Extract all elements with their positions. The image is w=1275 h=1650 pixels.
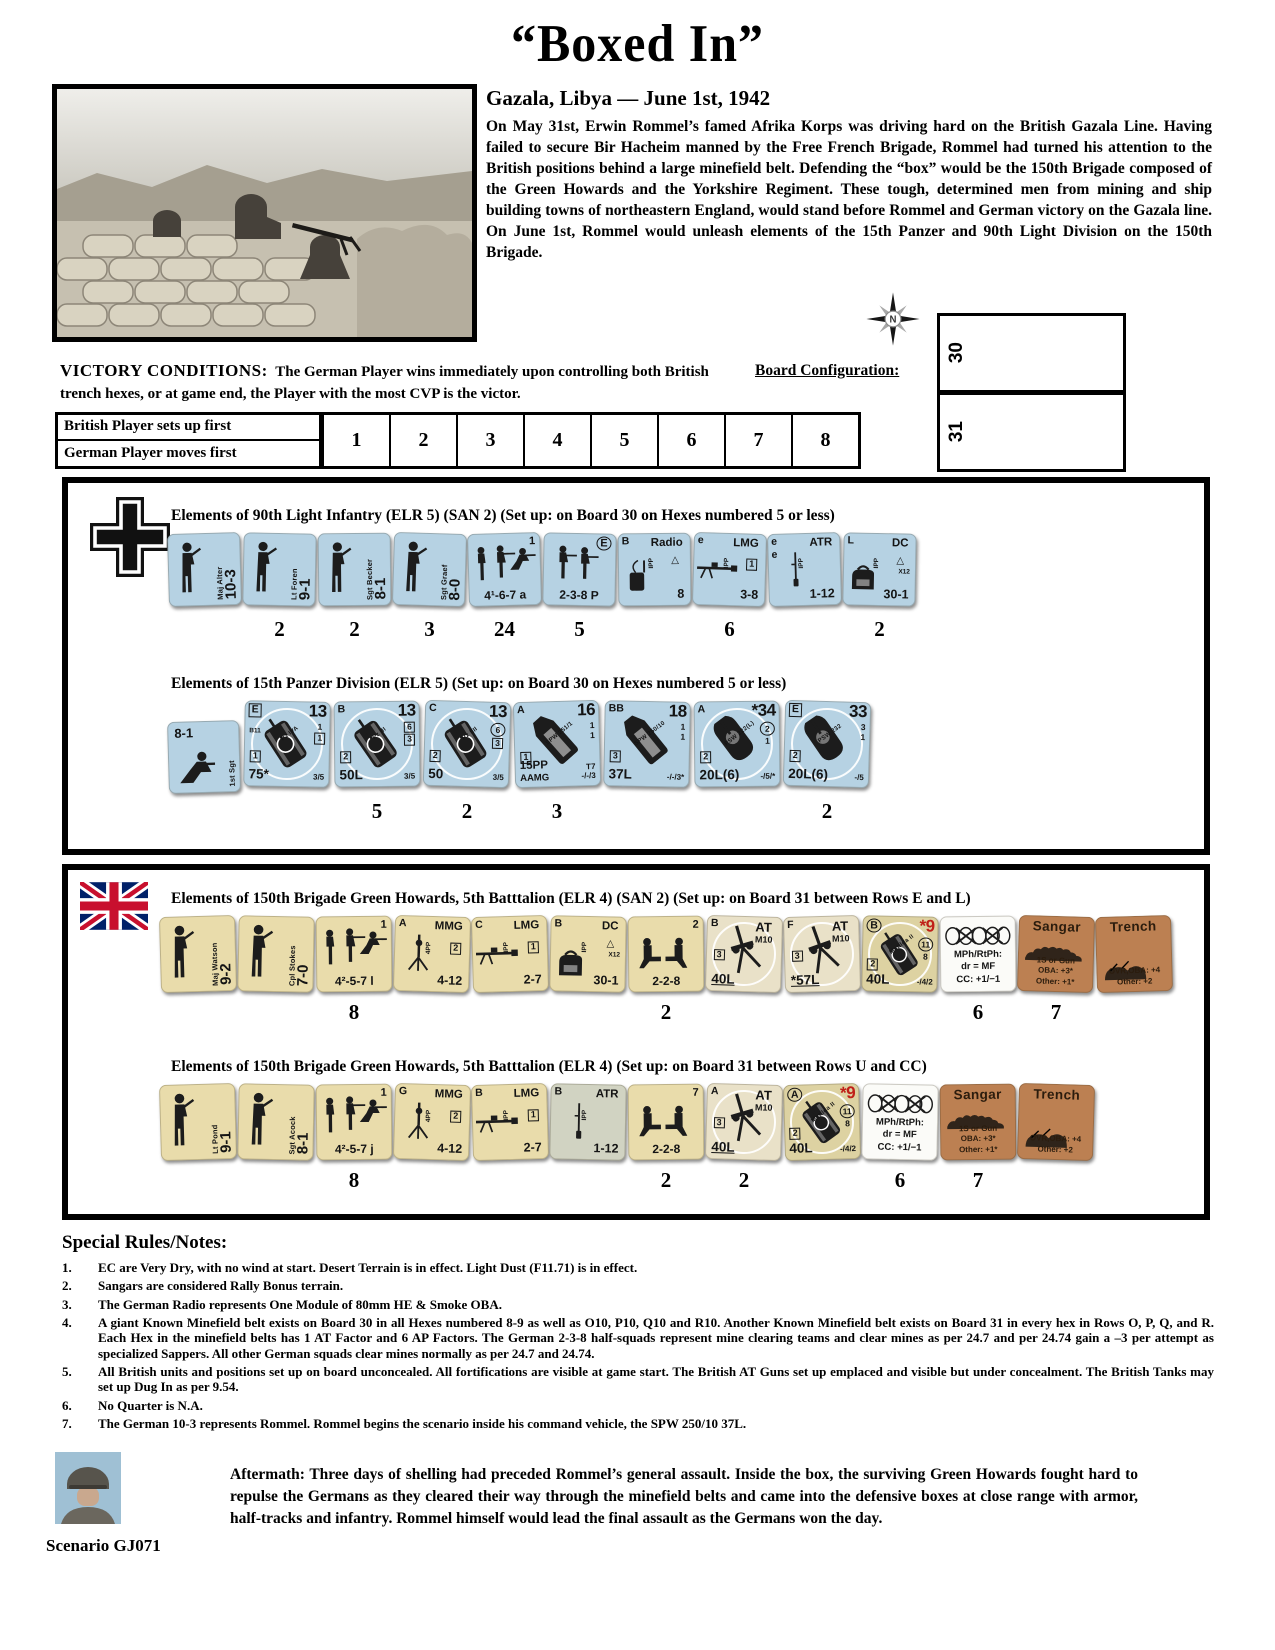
board-31: 31 [946,421,967,443]
counter-spw-250-10: SPW 250/10 BB 18 1 1 3 37L -/-/3* [603,700,691,788]
man-icon [244,1092,276,1150]
turn-4: 4 [523,415,590,466]
counter-at-40l-b: B AT M10 3 40L [705,915,783,993]
counter-atr-ger: e e ATR IPP 1-12 [767,532,842,607]
counter-spw-251-1: SPW 251/1 A 16 1 1 1 15PP AAMG T7 -/-/3 [513,700,601,788]
intro-section [486,86,1212,264]
special-rule-2: 2. Sangars are considered Rally Bonus terrain. [62,1278,344,1294]
crew2-icon [638,1103,689,1138]
turn-2: 2 [389,415,456,466]
counter-halfsquad-238: E 2-3-8 P [542,532,616,606]
lmg-icon [696,556,738,584]
man-icon [244,924,276,982]
counter-lt-pond: Lt Pond 9-1 [159,1083,237,1161]
counter-count [1096,1000,1172,1025]
counter-pz-iii-50: Pz IIII C 13 6 3 2 50 3/5 [423,700,512,789]
counter-sgt-graef: Sgt Graef 8-0 [392,532,467,607]
counter-count [160,1168,236,1193]
atr-icon [790,544,803,598]
counter-trench-2: Trench OVR,OBA: +4 Other: +2 [1017,1083,1095,1161]
british-group1-counts [160,1000,1172,1025]
turn-track-row1-label: British Player sets up first [58,415,322,441]
counter-count [160,1000,236,1025]
crew2-icon [638,935,689,970]
man-icon [249,541,280,597]
counter-psw-232: PSW 232 E 33 3 1 2 20L(6) -/5 [783,700,872,789]
counter-count: 7 [1050,1000,1062,1024]
counter-at-57l-f: F AT M10 3 *57L [783,915,861,993]
compass-icon [864,290,922,348]
counter-count [472,1168,548,1193]
british-group1-header: Elements of 150th Brigade Green Howards, 5th Batttalion (ELR 4) (SAN 2) (Set up: on Board 31 between Rows E and L) [171,890,971,907]
intro-body: On May 31st, Erwin Rommel’s famed Afrika Korps was driving hard on the British Gazala Line. Having failed to secure Bir Hacheim manned by the Free French Brigade, Rommel had turned his attention to the British positions behind a large minefield belt. Defending the “box” would be the 150th Brigade composed of the Green Howards and the Yorkshire Regiment. These tough, determined men from mining and ship building towns of northeastern England, would stand before Rommel and German victory on the Gazala line. On June 1st, Rommel would unleash elements of the 15th Panzer and 90th Light Division on the 150th Brigade. [486,118,1212,262]
counter-sgt-becker: Sgt Becker 8-1 [318,533,392,607]
counter-count [550,1168,626,1193]
kneel-icon [173,750,216,785]
counter-count: 2 [660,1168,672,1192]
turn-7: 7 [724,415,791,466]
german-group1-counts [168,617,916,642]
counter-count: 24 [494,617,515,641]
squad3-icon [472,542,537,583]
union-jack-icon [80,882,148,930]
desert-photo-art [57,89,472,337]
british-group2-counts [160,1168,1094,1193]
squad3-icon [320,1094,387,1135]
counter-wire: MPh/RtPh: dr = MF CC: +1/−1 [940,916,1017,993]
counter-count [784,1000,860,1025]
german-group2-counters [168,701,870,793]
victory-label: VICTORY CONDITIONS: [60,361,268,380]
lmg-icon [476,1108,520,1137]
counter-mmg-g: G MMG 4PP 2 4-12 [393,1083,471,1161]
counter-count [394,1168,470,1193]
squad3-icon [320,926,387,967]
special-rules-list [62,1260,1214,1431]
svg-text:N: N [889,314,897,326]
counter-count: 5 [371,799,383,823]
counter-at-40l-a: A AT M10 3 40L [705,1083,783,1161]
german-group1-header: Elements of 90th Light Infantry (ELR 5) (SAN 2) (Set up: on Board 30 on Hexes numbered 5 or less) [171,507,835,524]
board-30: 30 [940,316,1123,395]
squad2-icon [549,543,601,581]
counter-count: 3 [424,617,435,641]
counter-pz-iii-50l: Pz III B 13 6 3 2 50L 3/5 [334,701,421,788]
counter-sangar: Sangar 1S or Gun OBA: +3* Other: +1* [1017,915,1095,993]
counter-count: 2 [738,1168,750,1192]
victory-conditions [60,359,728,406]
counter-atr-b: B ATR IPP 1-12 [549,1083,626,1160]
counter-radio: B Radio IPP △ 8 [618,533,692,607]
counter-matilda-b: Matilda II B *9 11 8 2 40L -/4/2 [861,915,938,992]
special-rule-6: 6. No Quarter is N.A. [62,1397,203,1413]
british-ob-box [62,864,1210,1220]
turn-track [55,412,861,469]
counter-count: 6 [724,617,735,641]
wire-icon [867,1091,934,1116]
counter-count [238,1168,314,1193]
counter-squad-467: 1 4¹-6-7 a [467,532,542,607]
counter-count: 6 [972,1000,984,1024]
counter-count [244,799,330,824]
man-icon [399,540,430,596]
counter-mmg-a: A MMG 4PP 2 4-12 [393,915,471,993]
german-group2-counts [168,799,870,824]
counter-maj-watson: Maj Watson 9-2 [159,915,237,993]
german-ob-box [62,477,1210,855]
counter-psw-222: PSW 222(L) A *34 2 1 2 20L(6) -/5/* [694,701,781,788]
turn-track-row2-label: German Player moves first [58,441,322,467]
atr-icon [573,1095,586,1151]
counter-wire-2: MPh/RtPh: dr = MF CC: +1/−1 [861,1083,938,1160]
man-icon [324,541,354,597]
counter-count [694,799,780,824]
special-rule-7: 7. The German 10-3 represents Rommel. Rommel begins the scenario inside his command vehicle, the SPW 250/10 37L. [62,1415,747,1431]
counter-pz-iva: Pz IVA E 13 1 1 B11 1 75* 3/5 [243,700,331,788]
counter-dc-ger: L DC IPP △ X12 30-1 [842,532,916,606]
turn-3: 3 [456,415,523,466]
counter-matilda-a: Matilda II A *9 11 8 2 40L -/4/2 [783,1083,861,1161]
german-cross-icon [90,497,170,577]
german-group1-counters [168,533,916,606]
man-icon [166,924,199,983]
special-rule-3: 3. The German Radio represents One Module of 80mm HE & Smoke OBA. [62,1296,502,1312]
man-icon [166,1092,199,1151]
counter-count: 5 [574,617,585,641]
special-rule-4: 4. A giant Known Minefield belt exists on Board 30 in all Hexes numbered 8-9 as well as O10, P10, Q10 and R10. Another Known Minefield belt exists on Board 31 in every hex in Rows O, P, Q, and R. Each Hex in the minefield belts has 1 AT Factor and 6 AP Factors. The German 2-3-8 half-squads represent mine clearing teams and clear mines as per 24.7 and per 24.74 gain a –3 per attempt as specialized Sappers. All other German squads clear mines normally as per 24.7 and 24.74. [62,1314,1214,1361]
counter-count: 2 [821,799,833,823]
counter-count [238,1000,314,1025]
counter-count [768,617,841,642]
counter-count [472,1000,548,1025]
counter-cpl-stokes: Cpl Stokes 7-0 [237,915,314,992]
counter-squad-457-j: 1 4²-5-7 j [316,1084,393,1161]
counter-crew-228: 2 2-2-8 [628,916,705,993]
page-title: “Boxed In” [510,13,765,73]
counter-count: 2 [461,799,473,823]
counter-count: 2 [874,617,885,641]
intro-heading: Gazala, Libya — June 1st, 1942 [486,86,771,110]
special-rule-5: 5. All British units and positions set up on board unconcealed. All fortifications are visible at game start. The British AT Guns set up emplaced and visible but under concealment. The British Tanks may set up Dug In as per 9.54. [62,1363,1214,1395]
board-configuration [937,313,1126,472]
counter-count [394,1000,470,1025]
counter-lt-foren: Lt Foren 9-1 [242,532,316,606]
counter-count [604,799,690,824]
radio-icon [626,554,651,598]
counter-count [168,799,240,824]
scenario-photo [52,84,477,342]
lmg-icon [476,940,520,969]
victory-text: The German Player wins immediately upon controlling both British trench hexes, or at game end, the Player with the most CVP is the victor. [60,364,709,402]
turn-1: 1 [322,415,389,466]
counter-count [618,617,691,642]
counter-count [168,617,241,642]
counter-count: 8 [348,1000,360,1024]
counter-lmg-c: C LMG IPP 1 2-7 [471,915,549,993]
counter-1st-sgt: 8-1 1st Sgt [167,720,241,794]
aftermath-label: Aftermath: [230,1465,305,1483]
counter-count [1018,1168,1094,1193]
man-icon [174,541,205,597]
counter-count: 7 [972,1168,984,1192]
british-group2-header: Elements of 150th Brigade Green Howards, 5th Batttalion (ELR 4) (Set up: on Board 31 between Rows U and CC) [171,1058,927,1075]
counter-count [706,1000,782,1025]
counter-dc-b: B DC IPP △ X12 30-1 [549,915,626,992]
counter-sgt-acock: Sgt Acock 8-1 [237,1083,314,1160]
german-group2-header: Elements of 15th Panzer Division (ELR 5) (Set up: on Board 30 on Hexes numbered 5 or less) [171,675,787,692]
counter-lmg-ger: e LMG IPP 1 3-8 [692,532,767,607]
board-configuration-label: Board Configuration: [755,362,900,379]
aftermath [230,1464,1138,1530]
counter-count: 8 [348,1168,360,1192]
turn-6: 6 [657,415,724,466]
rommel-portrait [55,1452,121,1524]
wire-icon [944,923,1011,947]
turn-8: 8 [791,415,858,466]
counter-count: 2 [349,617,360,641]
counter-count: 2 [660,1000,672,1024]
counter-count: 3 [551,799,563,823]
counter-count [784,1168,860,1193]
counter-count: 2 [274,617,285,641]
counter-trench: Trench OVR,OBA: +4 Other: +2 [1095,915,1173,993]
counter-maj-alter: Maj Alter 10-3 [167,532,242,607]
special-rules-title: Special Rules/Notes: [62,1232,228,1253]
counter-count [550,1000,626,1025]
counter-crew-228-2: 7 2-2-8 [628,1084,705,1161]
turn-5: 5 [590,415,657,466]
special-rules-section [62,1232,1214,1434]
counter-sangar-2: Sangar 1S or Gun OBA: +3* Other: +1* [940,1084,1017,1161]
special-rule-1: 1. EC are Very Dry, with no wind at start. Desert Terrain is in effect. Light Dust (F11.71) is in effect. [62,1260,638,1275]
counter-lmg-b: B LMG IPP 1 2-7 [471,1083,549,1161]
counter-count: 6 [894,1168,906,1192]
british-group1-counters [160,916,1172,992]
counter-count [862,1000,938,1025]
scenario-id: Scenario GJ071 [46,1536,161,1555]
counter-squad-457-l: 1 4²-5-7 l [316,916,393,993]
british-group2-counters [160,1084,1094,1160]
aftermath-text: Three days of shelling had preceded Rommel’s general assault. Inside the box, the surviving Green Howards fought hard to repulse the Germans as they cleared their way through the minefield belts and came into the defensive boxes at close range with armor, half-tracks and infantry. Rommel himself would lead the final assault as the Germans won the day. [230,1465,1138,1527]
